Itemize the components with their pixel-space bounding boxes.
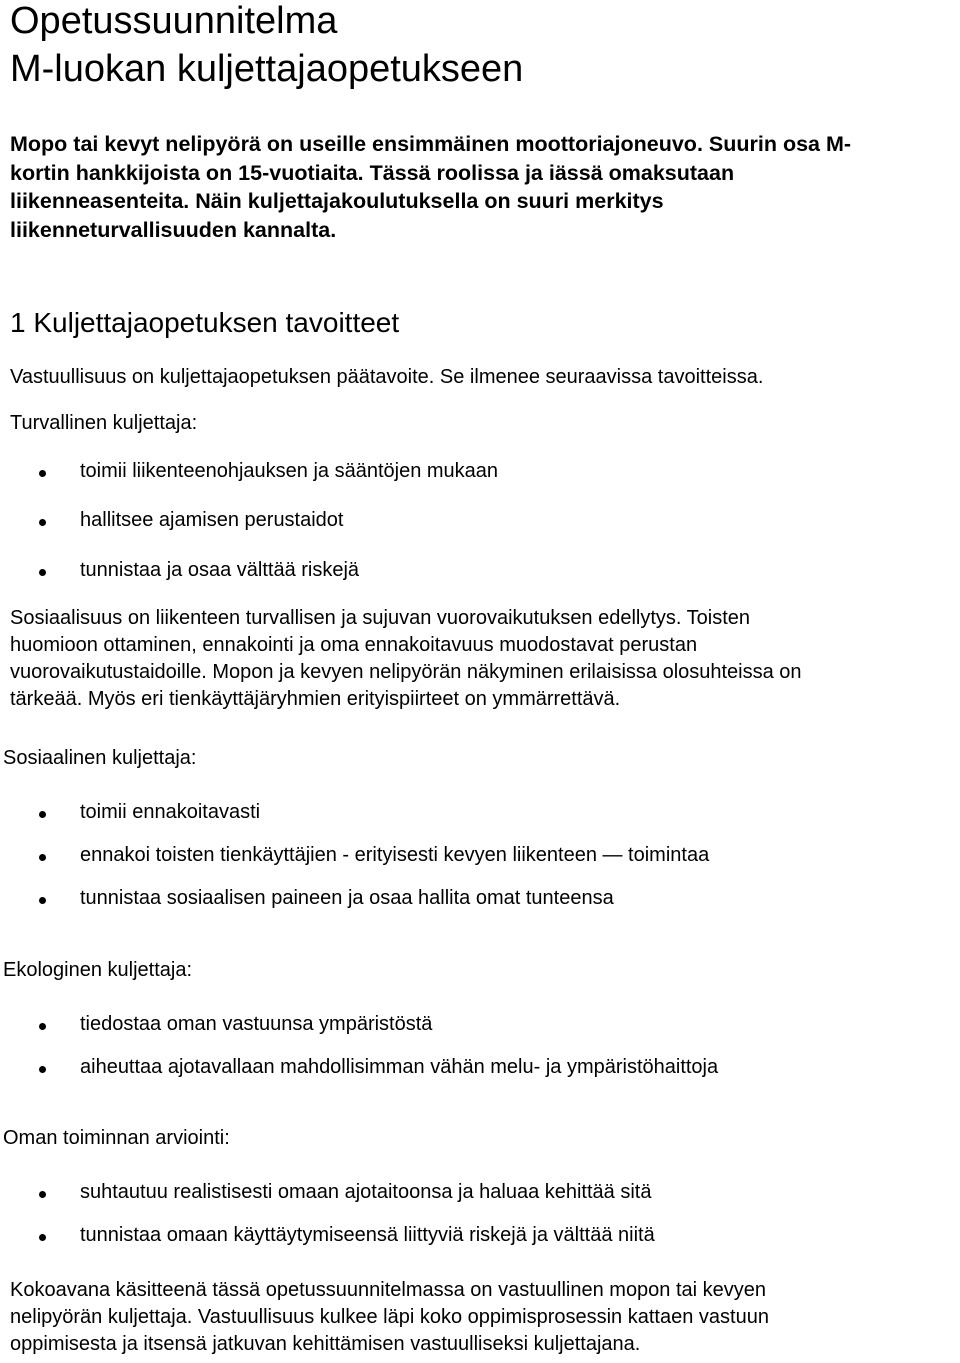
bullet-dot bbox=[39, 897, 46, 904]
bullet-dot bbox=[39, 519, 46, 526]
bullet-dot bbox=[39, 470, 46, 477]
section-heading: 1 Kuljettajaopetuksen tavoitteet bbox=[10, 307, 400, 338]
paragraph-line: vuorovaikutustaidoille. Mopon ja kevyen nelipyörän näkyminen erilaisissa olosuhteissa on bbox=[10, 661, 802, 683]
paragraph-line: Kokoavana käsitteenä tässä opetussuunnitelmassa on vastuullinen mopon tai kevyen bbox=[10, 1279, 767, 1301]
bullet-dot bbox=[39, 1023, 46, 1030]
intro-line: liikenneasenteita. Näin kuljettajakoulutuksella on suuri merkitys bbox=[10, 189, 664, 213]
document-page: Opetussuunnitelma M-luokan kuljettajaopetukseen Mopo tai kevyt nelipyörä on useille ensimmäinen moottoriajoneuvo. Suurin osa M- kortin hankkijoista on 15-vuotiaita. Tässä roolissa ja iässä omaksutaan liikenneasenteita. Näin kuljettajakoulutuksella on suuri merkitys liikenneturvallisuuden kannalta. 1 Kuljettajaopetuksen tavoitteet Vastuullisuus on kuljettajaopetuksen päätavoite. Se ilmenee seuraavissa tavoitteissa. Turvallinen kuljettaja: toimii liikenteenohjauksen ja sääntöjen mukaan hallitsee ajamisen perustaidot tunnistaa ja osaa välttää riskejä Sosiaalisuus on liikenteen turvallisen ja sujuvan vuorovaikutuksen edellytys. Toisten huomioon ottaminen, ennakointi ja oma ennakoitavuus muodostavat perustan vuorovaikutustaidoille. Mopon ja kevyen nelipyörän näkyminen erilaisissa olosuhteissa on tärkeää. Myös eri tienkäyttäjäryhmien erityispiirteet on ymmärrettävä. Sosiaalinen kuljettaja: toimii ennakoitavasti ennakoi toisten tienkäyttäjien - erityisesti kevyen liikenteen — toimintaa tunnistaa sosiaalisen paineen ja osaa hallita omat tunteensa Ekologinen kuljettaja: tiedostaa oman vastuunsa ympäristöstä aiheuttaa ajotavallaan mahdollisimman vähän melu- ja ympäristöhaittoja Oman toiminnan arviointi: suhtautuu realistisesti omaan ajotaitoonsa ja haluaa kehittää sitä tunnistaa omaan käyttäytymiseensä liittyviä riskejä ja välttää niitä Kokoavana käsitteenä tässä opetussuunnitelmassa on vastuullinen mopon tai kevyen nelipyörän kuljettaja. Vastuullisuus kulkee läpi koko oppimisprosessin kattaen vastuun oppimisesta ja itsensä jatkuvan kehittämisen vastuulliseksi kuljettajana. bbox=[0, 0, 960, 1363]
paragraph-line: oppimisesta ja itsensä jatkuvan kehittämisen vastuulliseksi kuljettajana. bbox=[10, 1333, 641, 1355]
intro-line: kortin hankkijoista on 15-vuotiaita. Tässä roolissa ja iässä omaksutaan bbox=[10, 160, 735, 185]
title-line: M-luokan kuljettajaopetukseen bbox=[10, 48, 524, 90]
closing-paragraph bbox=[10, 1277, 769, 1358]
bullet-dot bbox=[39, 1191, 46, 1198]
bullet-dot bbox=[39, 1066, 46, 1073]
title-line: Opetussuunnitelma bbox=[10, 0, 338, 42]
document-title bbox=[10, 0, 523, 93]
section-lead: Vastuullisuus on kuljettajaopetuksen päätavoite. Se ilmenee seuraavissa tavoitteissa. bbox=[10, 366, 764, 388]
paragraph-line: nelipyörän kuljettaja. Vastuullisuus kulkee läpi koko oppimisprosessin kattaen vastuun bbox=[10, 1306, 769, 1328]
paragraph-line: Sosiaalisuus on liikenteen turvallisen ja sujuvan vuorovaikutuksen edellytys. Toisten bbox=[10, 607, 751, 629]
intro-line: Mopo tai kevyt nelipyörä on useille ensimmäinen moottoriajoneuvo. Suurin osa M- bbox=[10, 132, 852, 156]
group-label-safe: Turvallinen kuljettaja: bbox=[10, 412, 198, 434]
bullet-dot bbox=[39, 854, 46, 861]
bullet-dot bbox=[39, 569, 46, 576]
bullet-dot bbox=[39, 1234, 46, 1241]
group-label-eco: Ekologinen kuljettaja: bbox=[3, 959, 193, 981]
group-label-self: Oman toiminnan arviointi: bbox=[3, 1127, 230, 1149]
paragraph-line: tärkeää. Myös eri tienkäyttäjäryhmien erityispiirteet on ymmärrettävä. bbox=[10, 688, 621, 710]
paragraph-line: huomioon ottaminen, ennakointi ja oma ennakoitavuus muodostavat perustan bbox=[10, 634, 698, 656]
intro-line: liikenneturvallisuuden kannalta. bbox=[10, 217, 337, 242]
group-label-social: Sosiaalinen kuljettaja: bbox=[3, 747, 197, 769]
intro-paragraph bbox=[10, 130, 851, 244]
social-paragraph bbox=[10, 605, 802, 713]
bullet-dot bbox=[39, 811, 46, 818]
